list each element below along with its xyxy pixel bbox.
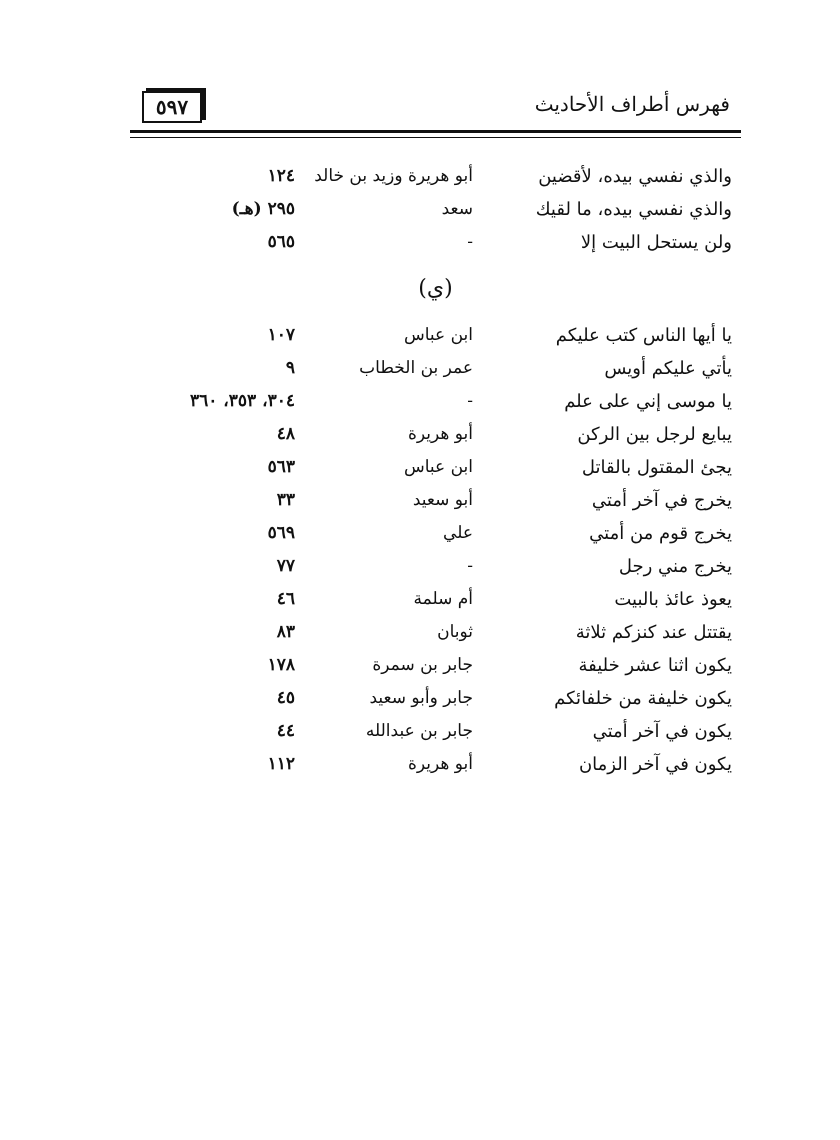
page-refs: ٧٧ [276,556,295,576]
index-row [130,550,741,583]
narrator: عمر بن الخطاب [359,358,473,378]
page-refs: ١١٢ [267,754,295,774]
hadith-incipit: يبايع لرجل بين الركن [577,424,732,445]
hadith-incipit: يكون اثنا عشر خليفة [578,655,732,676]
index-row [130,517,741,550]
hadith-incipit: يجئ المقتول بالقاتل [581,457,732,478]
hadith-index [130,160,741,781]
narrator: ابن عباس [403,325,473,345]
index-row [130,193,741,226]
narrator: جابر وأبو سعيد [369,688,473,708]
index-row [130,226,741,259]
narrator: جابر بن سمرة [372,655,473,675]
narrator: ثوبان [437,622,473,642]
page-refs: ٣٣ [276,490,295,510]
hadith-incipit: ولن يستحل البيت إلا [580,232,732,253]
hadith-incipit: يا موسى إني على علم [564,391,732,412]
narrator: أبو هريرة [407,424,473,444]
page-refs: ٤٤ [276,721,295,741]
page-refs: ٣٠٤، ٣٥٣، ٣٦٠ [189,391,295,411]
narrator: سعد [441,199,473,219]
index-row [130,319,741,352]
index-row [130,649,741,682]
narrator: - [467,556,473,576]
page-refs: ١٧٨ [267,655,295,675]
running-title: فهرس أطراف الأحاديث [534,92,730,116]
index-row [130,352,741,385]
narrator: - [467,232,473,252]
hadith-incipit: يخرج مني رجل [618,556,732,577]
hadith-incipit: والذي نفسي بيده، لأقضين [538,166,732,187]
page-refs: ١٠٧ [267,325,295,345]
hadith-incipit: يكون خليفة من خلفائكم [554,688,732,709]
header-rule-thin [130,137,741,138]
narrator: ابن عباس [403,457,473,477]
index-row [130,418,741,451]
hadith-incipit: يا أيها الناس كتب عليكم [555,325,732,346]
header-rule-thick [130,130,741,133]
page-refs: ٥٦٩ [267,523,295,543]
section-letter: (ي) [418,276,453,301]
narrator: أبو هريرة [407,754,473,774]
hadith-incipit: والذي نفسي بيده، ما لقيك [535,199,732,220]
page-refs: ١٢٤ [267,166,295,186]
page-number: ٥٩٧ [142,91,202,123]
page-refs: ٥٦٣ [267,457,295,477]
index-row [130,160,741,193]
index-row [130,451,741,484]
narrator: علي [443,523,473,543]
page-refs: ٨٣ [276,622,295,642]
page-refs: ٩ [285,358,295,378]
page-refs: ٤٨ [276,424,295,444]
index-row [130,715,741,748]
page-refs: ٥٦٥ [267,232,295,252]
page-refs: ٤٥ [276,688,295,708]
narrator: جابر بن عبدالله [365,721,473,741]
hadith-incipit: يأتي عليكم أويس [604,358,732,379]
index-row [130,748,741,781]
index-row [130,385,741,418]
narrator: - [467,391,473,411]
hadith-incipit: يخرج في آخر أمتي [591,490,732,511]
page-refs: ٤٦ [276,589,295,609]
hadith-incipit: يعوذ عائذ بالبيت [614,589,732,610]
index-row [130,583,741,616]
index-row [130,484,741,517]
index-row [130,616,741,649]
narrator: أبو سعيد [412,490,473,510]
page-refs: ٢٩٥ (هـ) [231,199,295,219]
index-row [130,682,741,715]
hadith-incipit: يكون في آخر الزمان [578,754,732,775]
hadith-incipit: يقتتل عند كنزكم ثلاثة [575,622,732,643]
hadith-incipit: يكون في آخر أمتي [592,721,732,742]
narrator: أم سلمة [413,589,473,609]
section-heading [130,259,741,319]
narrator: أبو هريرة وزيد بن خالد [314,166,473,186]
hadith-incipit: يخرج قوم من أمتي [589,523,732,544]
